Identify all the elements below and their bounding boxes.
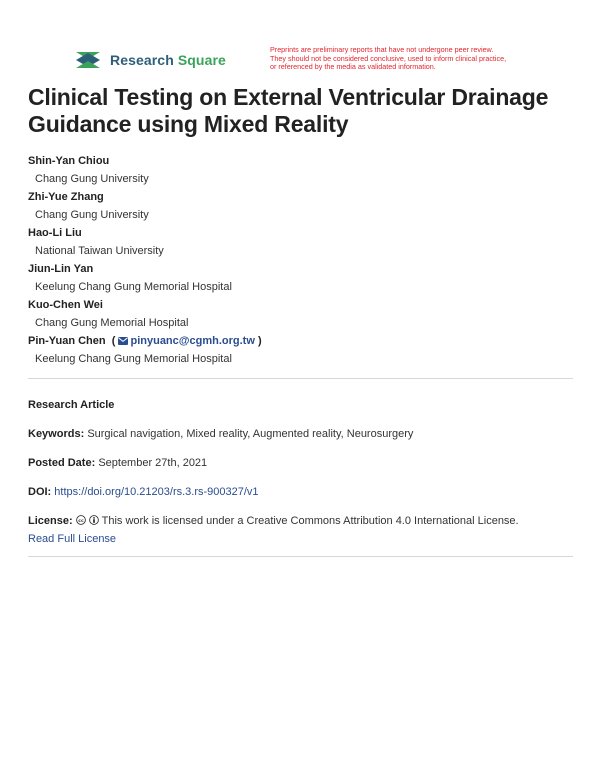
- author-affiliation: Chang Gung University: [35, 209, 149, 221]
- author-name: Pin-Yuan Chen: [28, 335, 106, 347]
- corresponding-author: [28, 334, 568, 352]
- paper-title-line: Guidance using Mixed Reality: [28, 111, 349, 137]
- keywords-value: Surgical navigation, Mixed reality, Augmented reality, Neurosurgery: [87, 428, 414, 440]
- author-affiliation: Chang Gung University: [35, 173, 149, 185]
- creative-commons-icon: [76, 515, 86, 525]
- disclaimer-line: They should not be considered conclusive, used to inform clinical practice,: [270, 53, 507, 63]
- preprint-disclaimer: [270, 46, 560, 72]
- author-name: Jiun-Lin Yan: [28, 263, 94, 275]
- author-entry: [28, 190, 568, 226]
- author-entry: [28, 154, 568, 190]
- posted-date-line: [28, 455, 573, 471]
- disclaimer-line: Preprints are preliminary reports that have not undergone peer review.: [270, 45, 494, 54]
- author-email-link[interactable]: pinyuanc@cgmh.org.tw: [130, 335, 255, 347]
- author-entry: [28, 262, 568, 298]
- author-entry: [28, 334, 568, 370]
- keywords-line: [28, 426, 573, 442]
- keywords-label: Keywords:: [28, 428, 85, 440]
- author-entry: [28, 226, 568, 262]
- email-wrapper: [109, 335, 262, 347]
- author-list: [28, 154, 568, 370]
- author-affiliation: Keelung Chang Gung Memorial Hospital: [35, 281, 232, 293]
- research-square-logo-icon: [74, 48, 102, 72]
- author-name: Kuo-Chen Wei: [28, 299, 103, 311]
- doi-line: [28, 484, 573, 500]
- license-label: License:: [28, 515, 73, 527]
- page-header: [74, 46, 544, 76]
- disclaimer-line: or referenced by the media as validated information.: [270, 62, 436, 72]
- doi-link[interactable]: https://doi.org/10.21203/rs.3.rs-900327/v1: [54, 486, 259, 498]
- doi-label: DOI:: [28, 486, 52, 498]
- article-type: Research Article: [28, 399, 115, 411]
- author-affiliation: Chang Gung Memorial Hospital: [35, 317, 189, 329]
- author-name: Shin-Yan Chiou: [28, 155, 110, 167]
- email-open-paren: (: [111, 335, 116, 347]
- author-affiliation: Keelung Chang Gung Memorial Hospital: [35, 353, 232, 365]
- license-line: [28, 513, 573, 529]
- paper-title-line: Clinical Testing on External Ventricular Drainage: [28, 84, 549, 110]
- attribution-icon: [89, 515, 99, 525]
- envelope-icon: [118, 337, 128, 345]
- paper-title: [28, 84, 568, 138]
- author-name: Zhi-Yue Zhang: [28, 191, 104, 203]
- author-name: Hao-Li Liu: [28, 227, 82, 239]
- research-square-logo[interactable]: [74, 48, 226, 72]
- author-entry: [28, 298, 568, 334]
- svg-text:cc: cc: [77, 518, 84, 524]
- posted-date-label: Posted Date:: [28, 457, 96, 469]
- read-full-license-link[interactable]: Read Full License: [28, 533, 117, 545]
- section-divider: [28, 556, 573, 557]
- logo-primary: Research: [110, 52, 174, 68]
- logo-text: [110, 52, 226, 68]
- section-divider: [28, 378, 573, 379]
- license-text: This work is licensed under a Creative Commons Attribution 4.0 International License.: [101, 515, 519, 527]
- posted-date-value: September 27th, 2021: [98, 457, 208, 469]
- logo-secondary: Square: [177, 52, 226, 68]
- author-affiliation: National Taiwan University: [35, 245, 164, 257]
- email-close-paren: ): [257, 335, 262, 347]
